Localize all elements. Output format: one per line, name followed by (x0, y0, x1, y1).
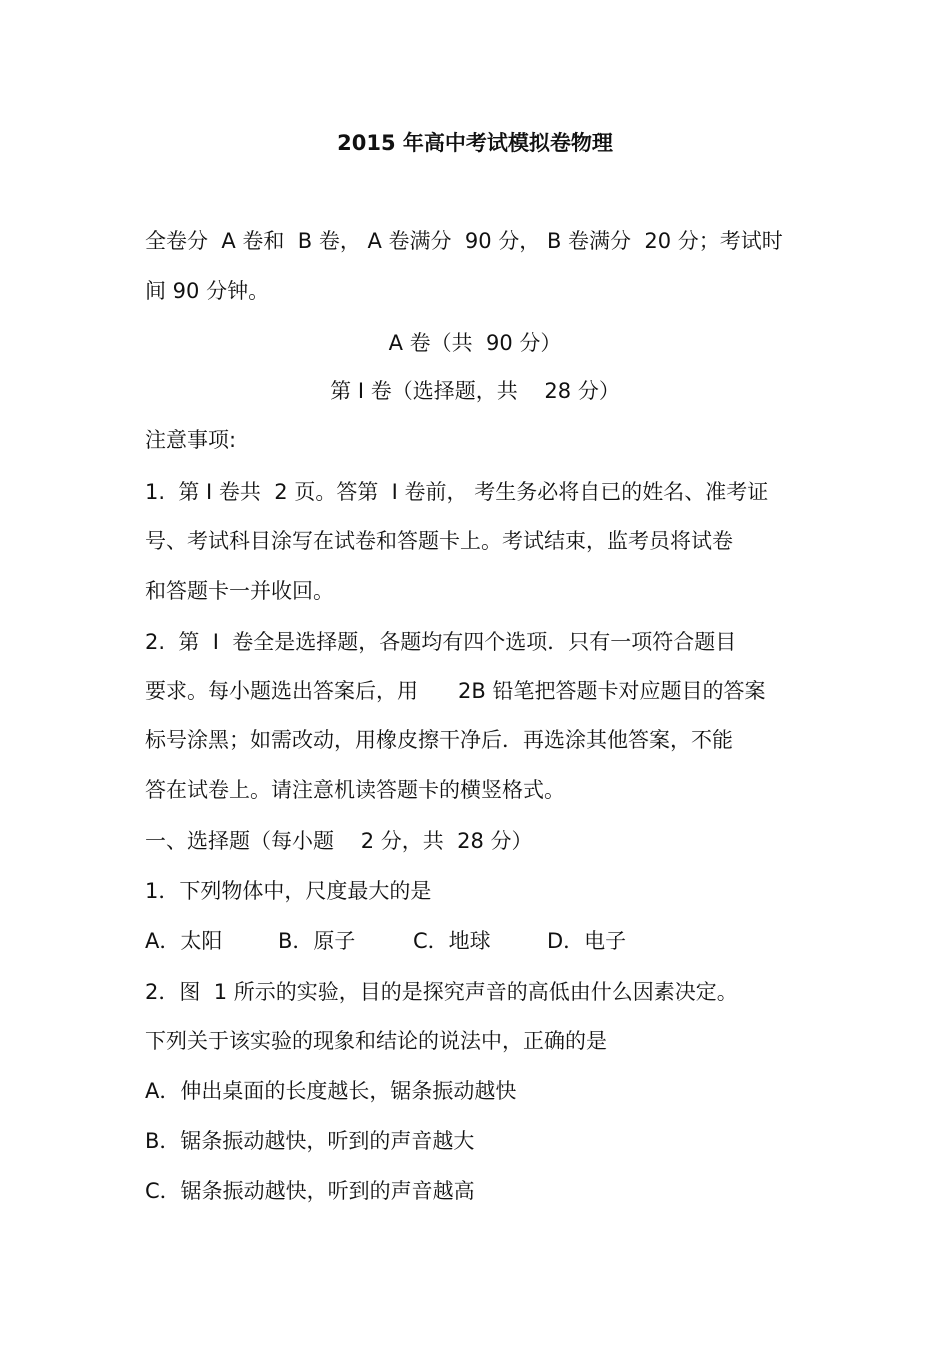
q2-option-a: A．伸出桌面的长度越长，锯条振动越快 (145, 1079, 517, 1103)
intro-line-1: 全卷分 A 卷和 B 卷， A 卷满分 90 分， B 卷满分 20 分；考试时 (145, 229, 783, 253)
question-1-options (0, 926, 950, 956)
note-2-line-3: 标号涂黑；如需改动，用橡皮擦干净后．再选涂其他答案，不能 (145, 728, 733, 752)
note-2-line-2: 要求。每小题选出答案后，用 2B 铅笔把答题卡对应题目的答案 (145, 679, 766, 703)
q1-option-b: B．原子 (278, 929, 356, 953)
q2-option-c: C．锯条振动越快，听到的声音越高 (145, 1179, 475, 1203)
note-1-line-3: 和答题卡一并收回。 (145, 579, 334, 603)
intro-line-2: 间 90 分钟。 (145, 279, 270, 303)
question-2-stem-line-2: 下列关于该实验的现象和结论的说法中，正确的是 (145, 1029, 607, 1053)
note-2-line-1: 2. 第 I 卷全是选择题，各题均有四个选项．只有一项符合题目 (145, 630, 737, 654)
section-a-heading: A 卷（共 90 分） (388, 331, 562, 355)
part-1-heading: 第 I 卷（选择题，共 28 分） (330, 379, 620, 403)
note-1-line-2: 号、考试科目涂写在试卷和答题卡上。考试结束，监考员将试卷 (145, 529, 733, 553)
q1-option-a: A．太阳 (145, 929, 223, 953)
q1-option-d: D．电子 (547, 929, 627, 953)
q2-option-b: B．锯条振动越快，听到的声音越大 (145, 1129, 475, 1153)
question-1-stem: 1．下列物体中，尺度最大的是 (145, 879, 432, 903)
page-title: 2015 年高中考试模拟卷物理 (337, 131, 613, 155)
q1-option-c: C．地球 (413, 929, 491, 953)
note-2-line-4: 答在试卷上。请注意机读答题卡的横竖格式。 (145, 778, 565, 802)
note-1-line-1: 1. 第 I 卷共 2 页。答第 I 卷前， 考生务必将自已的姓名、准考证 (145, 480, 769, 504)
notes-heading: 注意事项: (145, 428, 237, 452)
choice-section-heading: 一、选择题（每小题 2 分，共 28 分） (145, 829, 533, 853)
question-2-stem-line-1: 2．图 1 所示的实验，目的是探究声音的高低由什么因素决定。 (145, 980, 738, 1004)
